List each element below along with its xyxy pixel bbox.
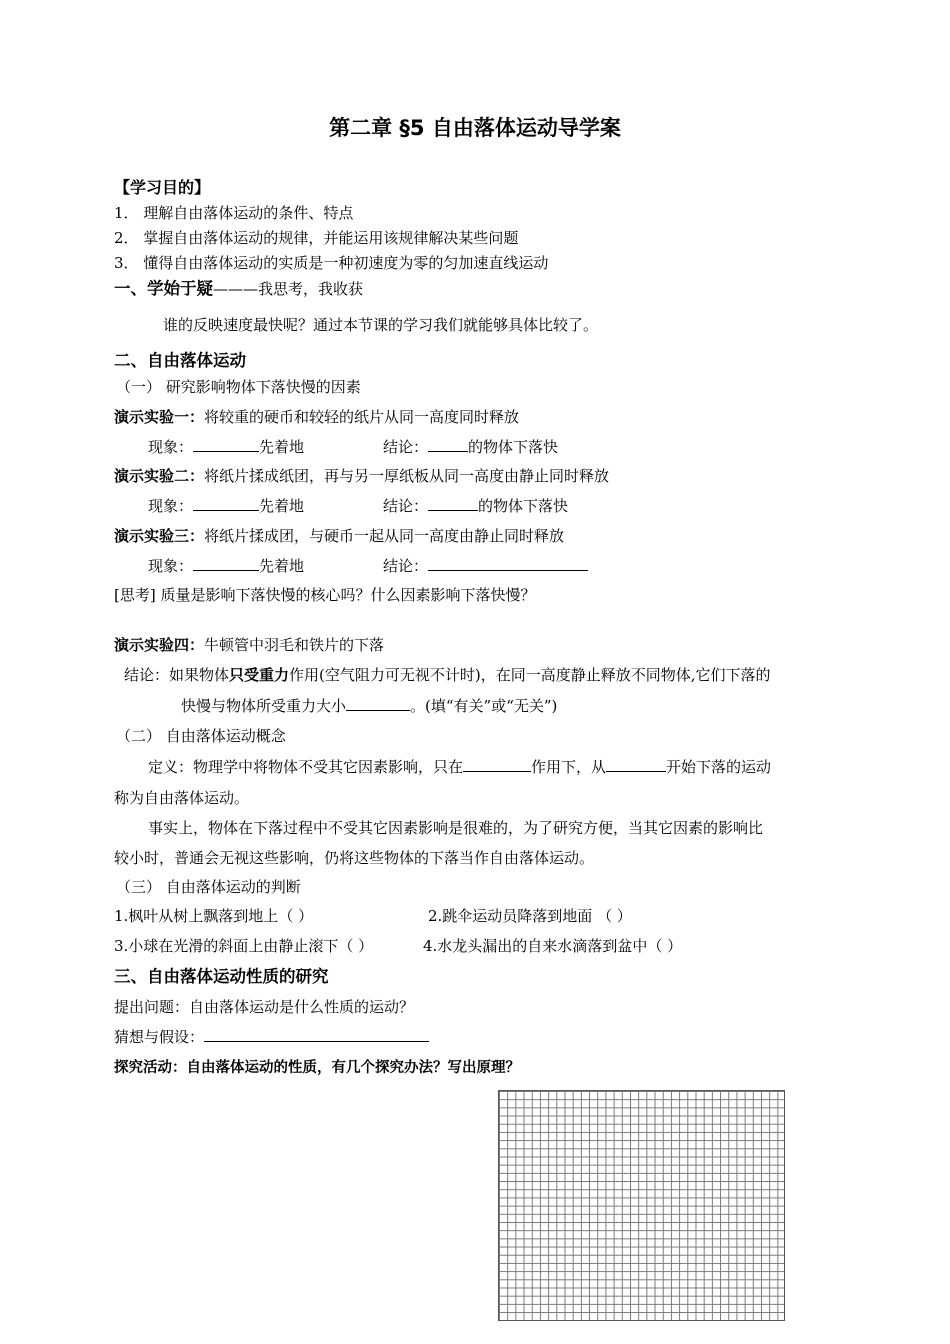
conclusion-suffix: 的物体下落快 [468,438,559,456]
goal-item: 2． 掌握自由落体运动的规律，并能运用该规律解决某些问题 [114,229,519,247]
exp4-conclusion-line1 [124,665,771,685]
phenomenon-label: 现象： [148,497,194,515]
exp4-conclusion-emphasis: 只受重力 [229,666,290,684]
definition-text: 定义：物理学中将物体不受其它因素影响，只在 [148,758,464,776]
exp2-phenomenon [148,496,304,516]
exp4-conclusion-line2 [181,696,557,716]
answer-blank[interactable] [428,556,588,571]
guess-label: 猜想与假设： [114,1028,205,1046]
exp4-conclusion-text: 作用(空气阻力可无视不计时)，在同一高度静止释放不同物体,它们下落的 [289,666,771,684]
exp3-label: 演示实验三： [114,527,205,545]
exp1-phenomenon [148,437,304,457]
question-text: 提出问题：自由落体运动是什么性质的运动？ [114,998,415,1016]
exp4-line [114,635,384,655]
exp4-label: 演示实验四： [114,636,205,654]
exp3-conclusion [383,556,588,576]
sub2-heading: （二） 自由落体运动概念 [116,727,286,745]
conclusion-label: 结论： [383,438,429,456]
exp2-label: 演示实验二： [114,467,205,485]
exp4-conclusion-text: 快慢与物体所受重力大小 [181,697,347,715]
graph-paper-grid [498,1090,785,1321]
exp4-conclusion-text: 结论：如果物体 [124,666,230,684]
explore-prompt: 探究活动：自由落体运动的性质，有几个探究办法？写出原理？ [114,1060,520,1076]
phenomenon-label: 现象： [148,557,194,575]
phenomenon-suffix: 先着地 [259,557,305,575]
answer-blank[interactable] [193,437,259,452]
guess-line [114,1027,429,1047]
judge-item: 3.小球在光滑的斜面上由静止滚下（ ） [114,937,374,955]
definition-text: 开始下落的运动 [666,758,772,776]
answer-blank[interactable] [428,437,468,452]
definition-text: 称为自由落体运动。 [114,789,250,807]
sub1-heading: （一） 研究影响物体下落快慢的因素 [116,378,361,396]
section1-heading-line [114,279,363,299]
conclusion-label: 结论： [383,557,429,575]
exp3-line [114,526,564,546]
answer-blank[interactable] [193,556,259,571]
phenomenon-label: 现象： [148,438,194,456]
goal-item: 1． 理解自由落体运动的条件、特点 [114,204,354,222]
page-title: 第二章 §5 自由落体运动导学案 [329,116,621,140]
section2-heading: 二、自由落体运动 [114,351,246,370]
exp1-line [114,407,519,427]
answer-blank[interactable] [606,757,666,772]
conclusion-suffix: 的物体下落快 [478,497,569,515]
fact-text: 事实上，物体在下落过程中不受其它因素影响是很难的，为了研究方便，当其它因素的影响比 [148,819,764,837]
judge-item: 2.跳伞运动员降落到地面 （ ） [428,907,632,925]
section1-dash: ———我思考，我收获 [213,280,364,298]
section1-text: 谁的反映速度最快呢？通过本节课的学习我们就能够具体比较了。 [163,316,599,334]
exp4-text: 牛顿管中羽毛和铁片的下落 [204,636,385,654]
exp1-label: 演示实验一： [114,408,205,426]
answer-blank[interactable] [346,696,410,711]
judge-item: 4.水龙头漏出的自来水滴落到盆中（ ） [423,937,683,955]
exp2-conclusion [383,496,568,516]
phenomenon-suffix: 先着地 [259,497,305,515]
section3-heading: 三、自由落体运动性质的研究 [114,967,329,986]
exp3-phenomenon [148,556,304,576]
answer-blank[interactable] [193,496,259,511]
fact-text: 较小时，普通会无视这些影响，仍将这些物体的下落当作自由落体运动。 [114,849,595,867]
definition-text: 作用下，从 [531,758,607,776]
answer-blank[interactable] [204,1027,429,1042]
think-prompt: [思考] 质量是影响下落快慢的核心吗？什么因素影响下落快慢？ [114,586,536,604]
sub3-heading: （三） 自由落体运动的判断 [116,878,301,896]
exp2-text: 将纸片揉成纸团，再与另一厚纸板从同一高度由静止同时释放 [204,467,610,485]
conclusion-label: 结论： [383,497,429,515]
exp1-text: 将较重的硬币和较轻的纸片从同一高度同时释放 [204,408,520,426]
exp2-line [114,466,609,486]
exp1-conclusion [383,437,558,457]
goals-heading: 【学习目的】 [114,178,211,197]
answer-blank[interactable] [463,757,531,772]
judge-item: 1.枫叶从树上飘落到地上（ ） [114,907,314,925]
section1-heading: 一、学始于疑 [114,279,213,298]
phenomenon-suffix: 先着地 [259,438,305,456]
answer-blank[interactable] [428,496,478,511]
definition-line [148,757,771,777]
exp4-conclusion-text: 。(填“有关”或“无关”) [410,697,558,715]
exp3-text: 将纸片揉成团，与硬币一起从同一高度由静止同时释放 [204,527,565,545]
goal-item: 3． 懂得自由落体运动的实质是一种初速度为零的匀加速直线运动 [114,254,549,272]
